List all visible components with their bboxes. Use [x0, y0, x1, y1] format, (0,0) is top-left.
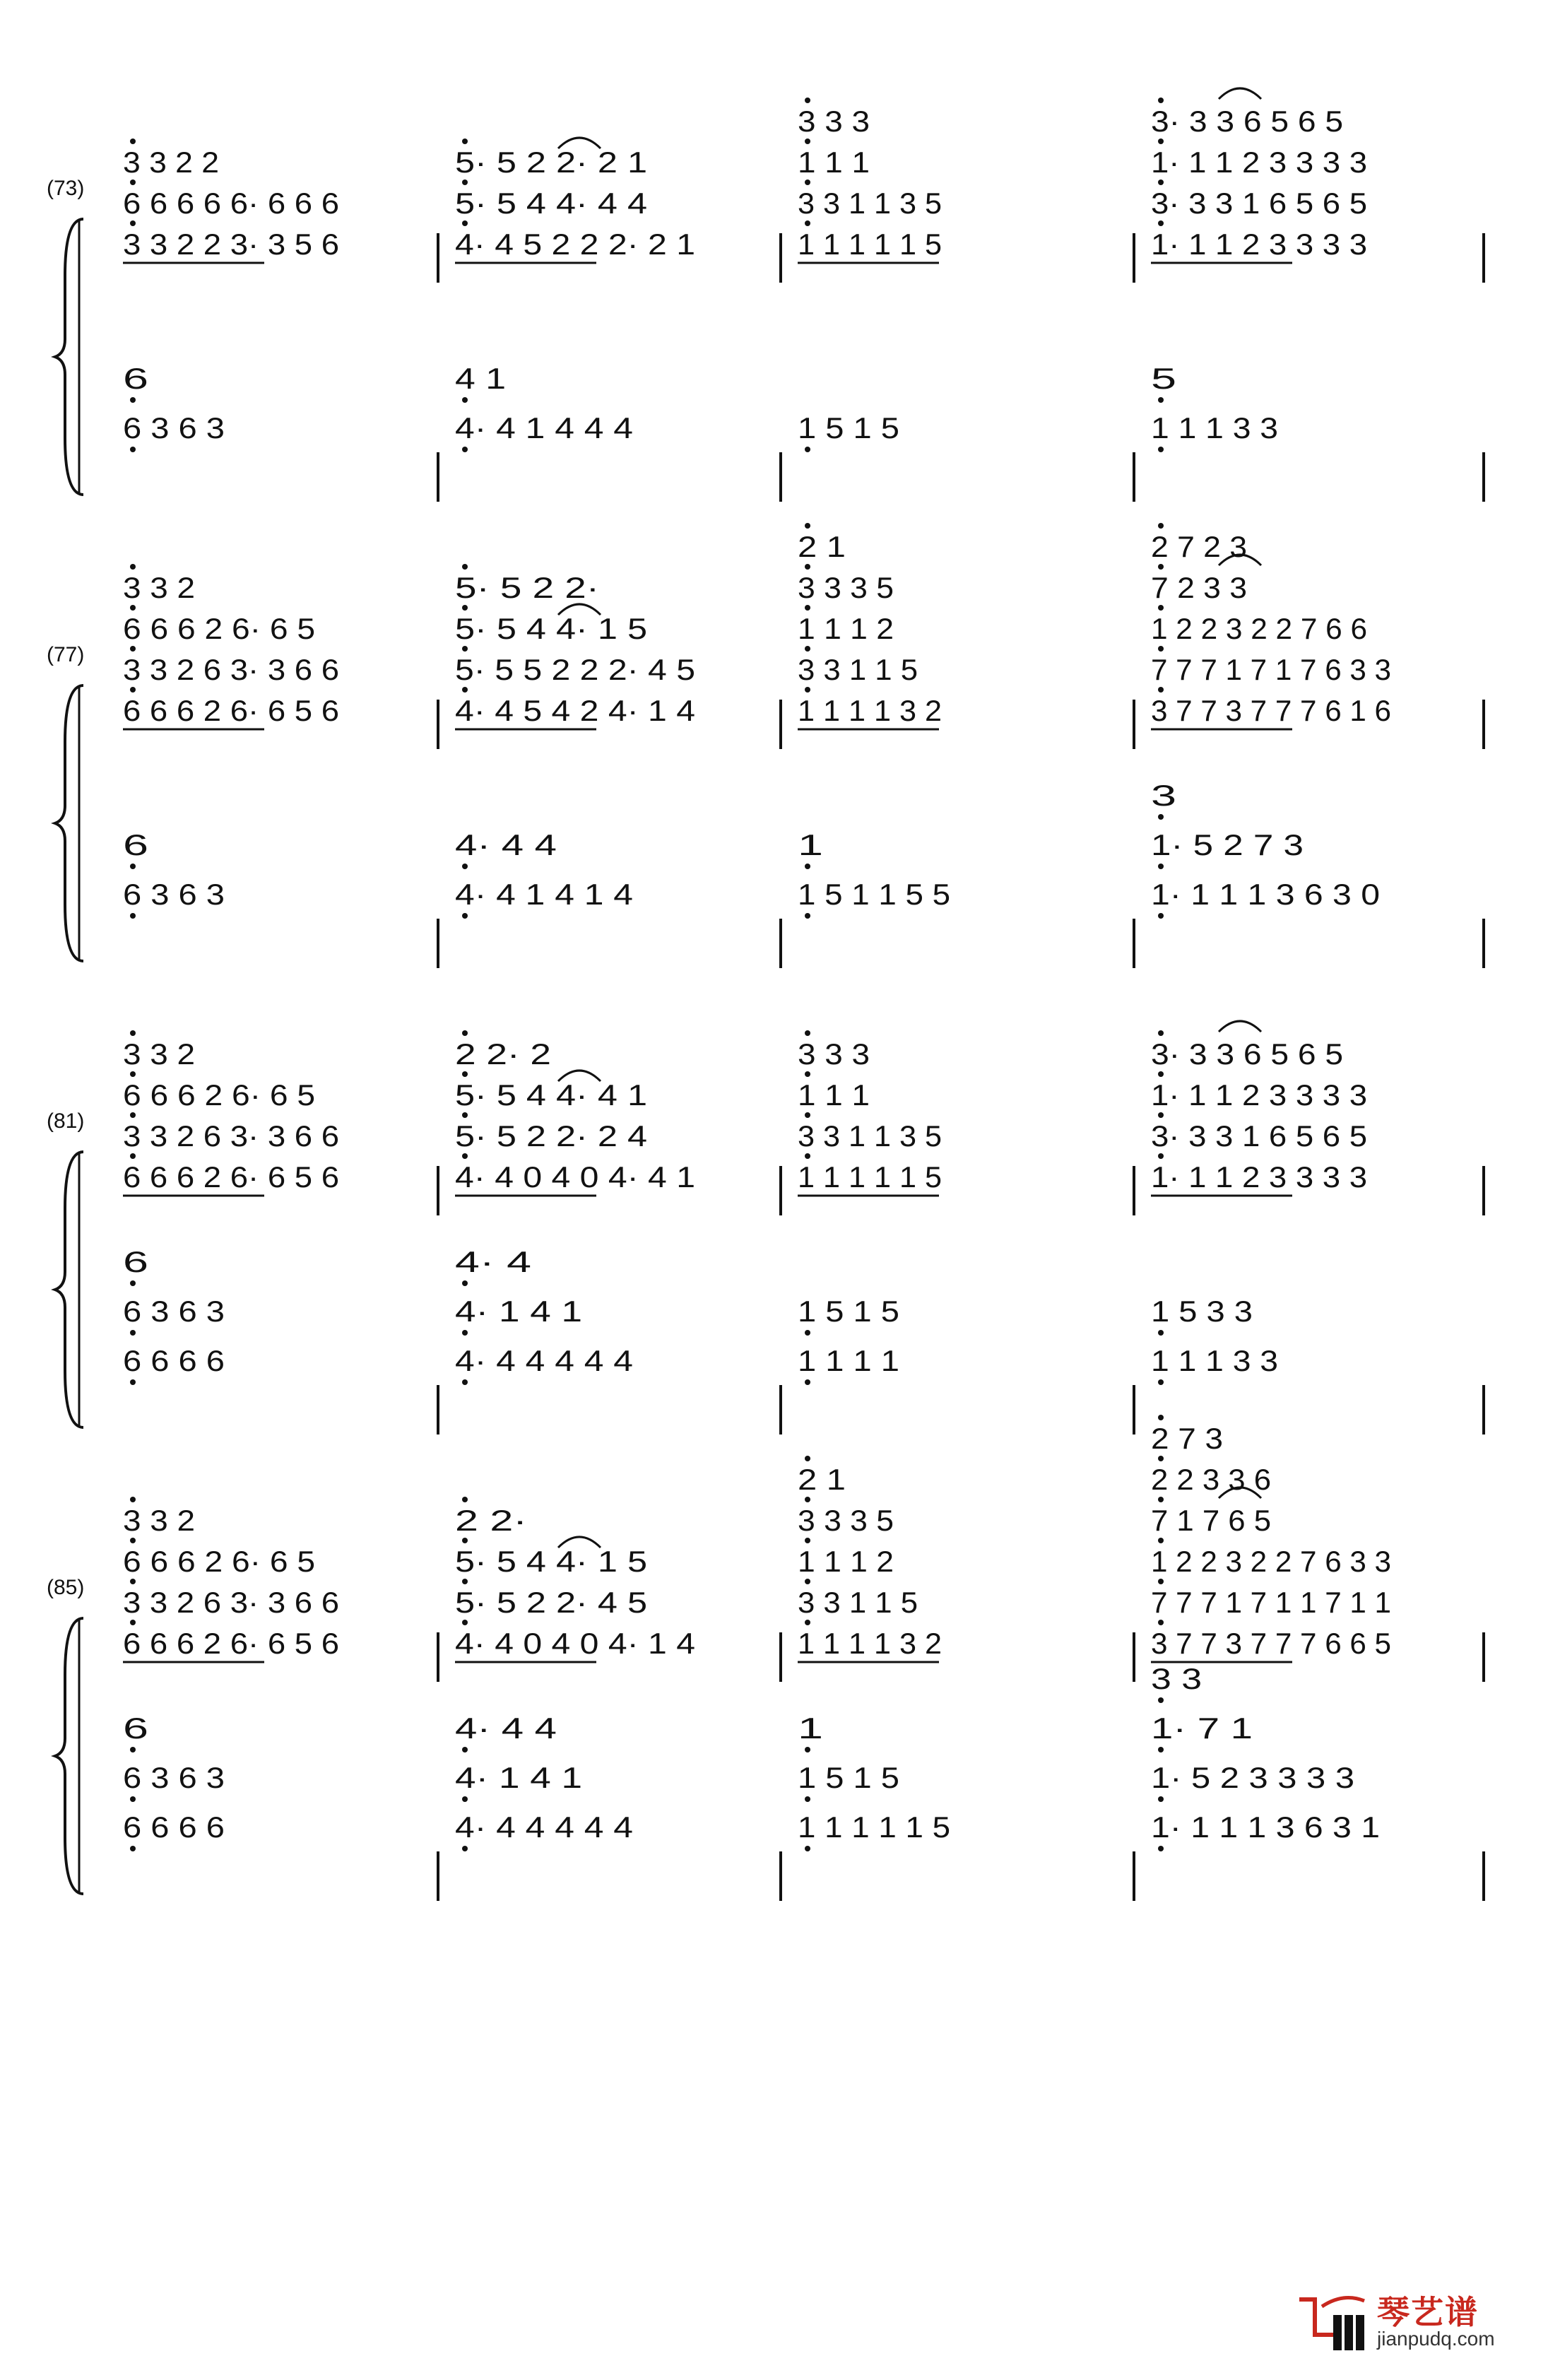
- treble-note-line: 2 7 3: [1151, 1422, 1223, 1455]
- treble-note-line: 3 3 2: [123, 1037, 195, 1071]
- treble-note-line: 3 3 1 1 3 5: [798, 1119, 942, 1153]
- bass-note-line: 4· 4 4: [455, 828, 557, 861]
- octave-dot: [462, 1620, 468, 1625]
- octave-dot: [130, 447, 136, 452]
- octave-dot: [1158, 397, 1164, 403]
- octave-dot: [805, 1747, 810, 1752]
- octave-dot: [1158, 1456, 1164, 1461]
- octave-dot: [805, 1538, 810, 1543]
- watermark-url: jianpudq.com: [1377, 2328, 1495, 2350]
- treble-note-line: 2 7 2 3: [1151, 530, 1247, 563]
- treble-note-line: 1 1 1 2: [798, 612, 894, 645]
- treble-note-line: 3 3 1 1 5: [798, 1586, 918, 1619]
- treble-note-line: 3 3 2: [123, 1504, 195, 1537]
- tie-arc: [1219, 88, 1261, 99]
- bass-note-line: 1· 5 2 7 3: [1151, 828, 1304, 861]
- treble-note-line: 3 7 7 3 7 7 7 6 6 5: [1151, 1627, 1391, 1660]
- octave-dot: [1158, 1330, 1164, 1336]
- octave-dot: [1158, 1697, 1164, 1703]
- octave-dot: [130, 1538, 136, 1543]
- octave-dot: [805, 1071, 810, 1077]
- bass-note-line: 4· 4: [455, 1245, 531, 1278]
- octave-dot: [1158, 1071, 1164, 1077]
- octave-dot: [462, 1846, 468, 1851]
- bass-note-line: 4· 1 4 1: [455, 1295, 582, 1328]
- octave-dot: [130, 1747, 136, 1752]
- octave-dot: [462, 605, 468, 611]
- treble-note-line: 7 2 3 3: [1151, 571, 1247, 604]
- octave-dot: [130, 1620, 136, 1625]
- watermark: [1294, 2282, 1520, 2360]
- octave-dot: [1158, 98, 1164, 103]
- treble-note-line: 3 3 2 6 3· 3 6 6: [123, 1586, 339, 1619]
- bass-note-line: 4· 4 4 4 4 4: [455, 1344, 633, 1377]
- octave-dot: [805, 1620, 810, 1625]
- treble-note-line: 3· 3 3 1 6 5 6 5: [1151, 187, 1367, 220]
- bass-note-line: 1 5 1 5: [798, 1761, 899, 1794]
- bass-note-line: 6 6 6 6: [123, 1810, 225, 1844]
- octave-dot: [1158, 1579, 1164, 1584]
- treble-note-line: 3 3 2: [123, 571, 195, 604]
- octave-dot: [130, 913, 136, 919]
- treble-note-line: 1 1 1 1 1 5: [798, 228, 942, 261]
- bass-note-line: 4· 1 4 1: [455, 1761, 582, 1794]
- treble-note-line: 2 2 3 3 6: [1151, 1463, 1271, 1496]
- treble-note-line: 7 7 7 1 7 1 1 7 1 1: [1151, 1586, 1391, 1619]
- bass-note-line: 1· 5 2 3 3 3 3: [1151, 1761, 1354, 1794]
- treble-note-line: 3 3 1 1 3 5: [798, 187, 942, 220]
- bass-note-line: 1· 1 1 1 3 6 3 0: [1151, 878, 1380, 911]
- treble-note-line: 5· 5 4 4· 1 5: [455, 612, 647, 645]
- octave-dot: [805, 1379, 810, 1385]
- bass-note-line: 4· 4 4 4 4 4: [455, 1810, 633, 1844]
- octave-dot: [1158, 1030, 1164, 1036]
- treble-note-line: 1 1 1 2: [798, 1545, 894, 1578]
- octave-dot: [1158, 139, 1164, 144]
- octave-dot: [805, 447, 810, 452]
- treble-note-line: 6 6 6 2 6· 6 5 6: [123, 1160, 339, 1194]
- octave-dot: [130, 1330, 136, 1336]
- octave-dot: [462, 397, 468, 403]
- octave-dot: [130, 1112, 136, 1118]
- octave-dot: [1158, 646, 1164, 652]
- treble-note-line: 3 3 3 5: [798, 571, 894, 604]
- octave-dot: [462, 1071, 468, 1077]
- treble-note-line: 3· 3 3 6 5 6 5: [1151, 105, 1343, 138]
- octave-dot: [1158, 447, 1164, 452]
- watermark-name: 琴艺谱: [1377, 2294, 1479, 2331]
- bass-note-line: 6 3 6 3: [123, 878, 225, 911]
- octave-dot: [1158, 1112, 1164, 1118]
- treble-note-line: 1· 1 1 2 3 3 3 3: [1151, 1078, 1367, 1112]
- octave-dot: [130, 1796, 136, 1802]
- bass-note-line: 1 5 1 5: [798, 1295, 899, 1328]
- treble-note-line: 1 1 1 1 3 2: [798, 694, 942, 727]
- octave-dot: [1158, 1538, 1164, 1543]
- octave-dot: [805, 1030, 810, 1036]
- octave-dot: [462, 1538, 468, 1543]
- octave-dot: [1158, 814, 1164, 820]
- bass-note-line: 1· 7 1: [1151, 1712, 1253, 1745]
- octave-dot: [805, 1456, 810, 1461]
- octave-dot: [130, 1030, 136, 1036]
- octave-dot: [462, 913, 468, 919]
- octave-dot: [1158, 523, 1164, 529]
- octave-dot: [805, 864, 810, 869]
- octave-dot: [462, 1280, 468, 1286]
- octave-dot: [462, 1579, 468, 1584]
- treble-note-line: 3 3 3: [798, 1037, 870, 1071]
- octave-dot: [805, 1330, 810, 1336]
- octave-dot: [805, 1846, 810, 1851]
- octave-dot: [805, 220, 810, 226]
- octave-dot: [130, 1379, 136, 1385]
- bass-note-line: 3 3: [1151, 1662, 1202, 1695]
- treble-note-line: 2 2· 2: [455, 1037, 551, 1071]
- octave-dot: [130, 139, 136, 144]
- treble-note-line: 3 3 2 2: [123, 146, 219, 179]
- octave-dot: [462, 1030, 468, 1036]
- bass-note-line: 1 5 1 1 5 5: [798, 878, 950, 911]
- octave-dot: [1158, 1415, 1164, 1420]
- octave-dot: [462, 1112, 468, 1118]
- bass-note-line: 6 3 6 3: [123, 1295, 225, 1328]
- octave-dot: [805, 646, 810, 652]
- octave-dot: [1158, 913, 1164, 919]
- treble-note-line: 1· 1 1 2 3 3 3 3: [1151, 146, 1367, 179]
- treble-note-line: 6 6 6 2 6· 6 5: [123, 1545, 315, 1578]
- octave-dot: [805, 687, 810, 693]
- treble-note-line: 6 6 6 2 6· 6 5 6: [123, 1627, 339, 1660]
- octave-dot: [805, 179, 810, 185]
- bass-note-line: 6 3 6 3: [123, 411, 225, 444]
- bass-note-line: 6: [123, 1712, 148, 1745]
- octave-dot: [1158, 1497, 1164, 1502]
- octave-dot: [805, 564, 810, 570]
- treble-note-line: 4· 4 5 4 2 4· 1 4: [455, 694, 695, 727]
- bass-note-line: 1· 1 1 1 3 6 3 1: [1151, 1810, 1380, 1844]
- octave-dot: [1158, 864, 1164, 869]
- treble-note-line: 3· 3 3 1 6 5 6 5: [1151, 1119, 1367, 1153]
- octave-dot: [805, 139, 810, 144]
- bass-note-line: 1 1 1 3 3: [1151, 411, 1278, 444]
- treble-note-line: 6 6 6 6 6· 6 6 6: [123, 187, 339, 220]
- treble-note-line: 2 2·: [455, 1504, 527, 1537]
- octave-dot: [1158, 179, 1164, 185]
- bass-note-line: 4 1: [455, 362, 506, 395]
- octave-dot: [1158, 564, 1164, 570]
- octave-dot: [462, 1796, 468, 1802]
- treble-note-line: 3 3 3 5: [798, 1504, 894, 1537]
- octave-dot: [1158, 1846, 1164, 1851]
- octave-dot: [130, 1579, 136, 1584]
- treble-note-line: 4· 4 0 4 0 4· 4 1: [455, 1160, 695, 1194]
- treble-note-line: 3 3 1 1 5: [798, 653, 918, 686]
- octave-dot: [462, 1153, 468, 1159]
- octave-dot: [130, 397, 136, 403]
- bass-note-line: 1 1 1 1: [798, 1344, 899, 1377]
- octave-dot: [1158, 220, 1164, 226]
- treble-note-line: 3 3 2 6 3· 3 6 6: [123, 653, 339, 686]
- treble-note-line: 3· 3 3 6 5 6 5: [1151, 1037, 1343, 1071]
- octave-dot: [1158, 1747, 1164, 1752]
- bass-note-line: 6: [123, 828, 148, 861]
- treble-note-line: 1 1 1: [798, 146, 870, 179]
- treble-note-line: 3 3 3: [798, 105, 870, 138]
- treble-note-line: 7 7 7 1 7 1 7 6 3 3: [1151, 653, 1391, 686]
- octave-dot: [1158, 687, 1164, 693]
- treble-note-line: 1 2 2 3 2 2 7 6 3 3: [1151, 1545, 1391, 1578]
- octave-dot: [130, 687, 136, 693]
- piano-logo-icon: [1294, 2285, 1371, 2356]
- octave-dot: [462, 687, 468, 693]
- octave-dot: [462, 139, 468, 144]
- treble-note-line: 1 1 1: [798, 1078, 870, 1112]
- bass-note-line: 1 1 1 3 3: [1151, 1344, 1278, 1377]
- octave-dot: [130, 646, 136, 652]
- octave-dot: [805, 605, 810, 611]
- octave-dot: [805, 1497, 810, 1502]
- octave-dot: [130, 1153, 136, 1159]
- octave-dot: [462, 447, 468, 452]
- octave-dot: [130, 179, 136, 185]
- octave-dot: [130, 1280, 136, 1286]
- octave-dot: [130, 220, 136, 226]
- treble-note-line: 1 1 1 1 1 5: [798, 1160, 942, 1194]
- bass-note-line: 5: [1151, 362, 1176, 395]
- octave-dot: [462, 1747, 468, 1752]
- bass-note-line: 1: [798, 828, 823, 861]
- octave-dot: [805, 1112, 810, 1118]
- tie-arc: [1219, 1021, 1261, 1032]
- octave-dot: [1158, 1379, 1164, 1385]
- treble-note-line: 1· 1 1 2 3 3 3 3: [1151, 228, 1367, 261]
- treble-note-line: 1 2 2 3 2 2 7 6 6: [1151, 612, 1367, 645]
- treble-note-line: 4· 4 5 2 2 2· 2 1: [455, 228, 695, 261]
- octave-dot: [130, 564, 136, 570]
- treble-note-line: 6 6 6 2 6· 6 5 6: [123, 694, 339, 727]
- bass-note-line: 6: [123, 362, 148, 395]
- octave-dot: [462, 1379, 468, 1385]
- system-number: (77): [47, 643, 85, 666]
- octave-dot: [805, 98, 810, 103]
- treble-note-line: 5· 5 4 4· 4 4: [455, 187, 647, 220]
- octave-dot: [805, 1153, 810, 1159]
- treble-note-line: 5· 5 5 2 2 2· 4 5: [455, 653, 695, 686]
- treble-note-line: 5· 5 4 4· 1 5: [455, 1545, 647, 1578]
- octave-dot: [462, 864, 468, 869]
- octave-dot: [462, 646, 468, 652]
- treble-note-line: 2 1: [798, 1463, 846, 1496]
- bass-note-line: 6 3 6 3: [123, 1761, 225, 1794]
- octave-dot: [462, 564, 468, 570]
- treble-note-line: 5· 5 2 2· 4 5: [455, 1586, 647, 1619]
- octave-dot: [805, 913, 810, 919]
- system-number: (85): [47, 1576, 85, 1599]
- treble-note-line: 2 1: [798, 530, 846, 563]
- octave-dot: [130, 1071, 136, 1077]
- octave-dot: [130, 1497, 136, 1502]
- system-number: (73): [47, 177, 85, 200]
- bass-note-line: 1: [798, 1712, 823, 1745]
- treble-note-line: 1 1 1 1 3 2: [798, 1627, 942, 1660]
- bass-note-line: 4· 4 4: [455, 1712, 557, 1745]
- treble-note-line: 3 3 2 2 3· 3 5 6: [123, 228, 339, 261]
- octave-dot: [1158, 1153, 1164, 1159]
- octave-dot: [462, 179, 468, 185]
- treble-note-line: 5· 5 2 2· 2 1: [455, 146, 647, 179]
- bass-note-line: 1 5 3 3: [1151, 1295, 1253, 1328]
- treble-note-line: 5· 5 2 2· 2 4: [455, 1119, 647, 1153]
- treble-note-line: 4· 4 0 4 0 4· 1 4: [455, 1627, 695, 1660]
- octave-dot: [805, 523, 810, 529]
- bass-note-line: 4· 4 1 4 1 4: [455, 878, 633, 911]
- octave-dot: [130, 864, 136, 869]
- octave-dot: [130, 605, 136, 611]
- treble-note-line: 5· 5 2 2·: [455, 571, 599, 604]
- octave-dot: [130, 1846, 136, 1851]
- system-number: (81): [47, 1109, 85, 1133]
- treble-note-line: 6 6 6 2 6· 6 5: [123, 1078, 315, 1112]
- treble-note-line: 6 6 6 2 6· 6 5: [123, 612, 315, 645]
- treble-note-line: 3 7 7 3 7 7 7 6 1 6: [1151, 694, 1391, 727]
- octave-dot: [462, 220, 468, 226]
- bass-note-line: 3: [1151, 779, 1176, 812]
- octave-dot: [1158, 1796, 1164, 1802]
- octave-dot: [1158, 605, 1164, 611]
- octave-dot: [462, 1330, 468, 1336]
- treble-note-line: 5· 5 4 4· 4 1: [455, 1078, 647, 1112]
- treble-note-line: 1· 1 1 2 3 3 3 3: [1151, 1160, 1367, 1194]
- bass-note-line: 4· 4 1 4 4 4: [455, 411, 633, 444]
- bass-note-line: 1 5 1 5: [798, 411, 899, 444]
- octave-dot: [462, 1497, 468, 1502]
- treble-note-line: 3 3 2 6 3· 3 6 6: [123, 1119, 339, 1153]
- bass-note-line: 1 1 1 1 1 5: [798, 1810, 950, 1844]
- bass-note-line: 6: [123, 1245, 148, 1278]
- bass-note-line: 6 6 6 6: [123, 1344, 225, 1377]
- treble-note-line: 7 1 7 6 5: [1151, 1504, 1271, 1537]
- octave-dot: [805, 1796, 810, 1802]
- octave-dot: [805, 1579, 810, 1584]
- octave-dot: [1158, 1620, 1164, 1625]
